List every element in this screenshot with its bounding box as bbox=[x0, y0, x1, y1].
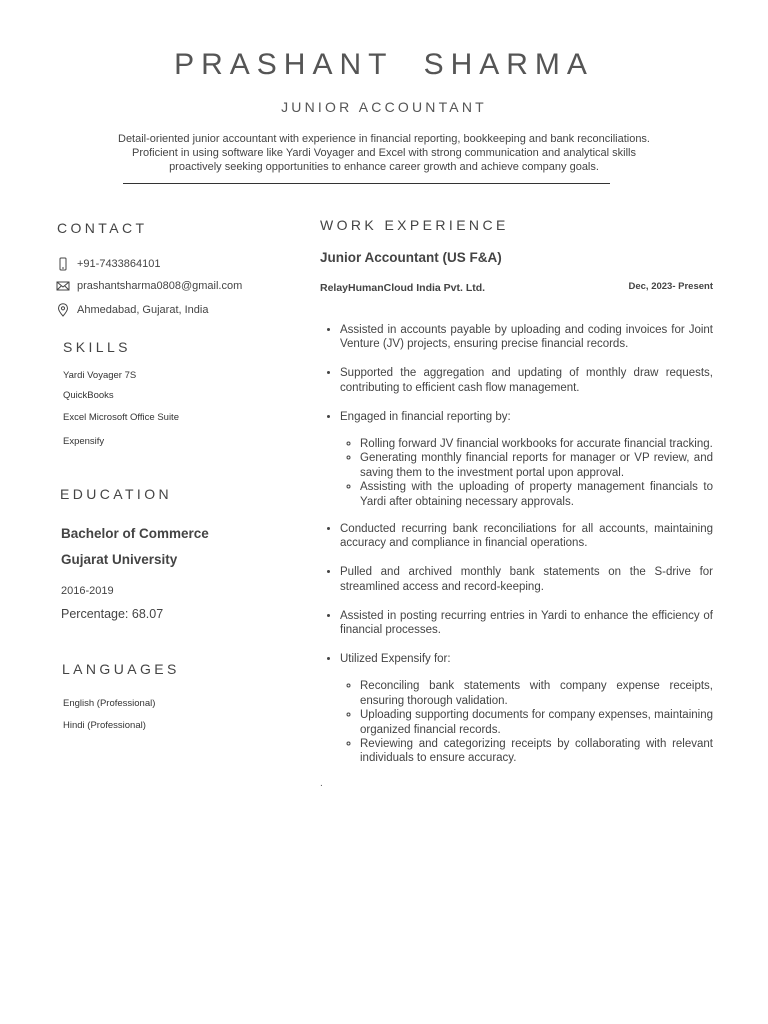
language-item: Hindi (Professional) bbox=[63, 720, 146, 731]
contact-location bbox=[56, 302, 208, 318]
sub-list-item: ◦ Uploading supporting documents for company expenses, maintaining organized financial records. bbox=[360, 708, 713, 737]
location-text: Ahmedabad, Gujarat, India bbox=[77, 304, 209, 316]
reporting-sublist bbox=[340, 437, 713, 509]
list-item: • Assisted in accounts payable by uploading and coding invoices for Joint Venture (JV) projects, ensuring precise financial records. bbox=[340, 323, 713, 352]
languages-heading: LANGUAGES bbox=[62, 661, 180, 677]
skill-item: QuickBooks bbox=[63, 390, 114, 401]
sub-list-item: ◦ Rolling forward JV financial workbooks for accurate financial tracking. bbox=[360, 437, 713, 451]
sub-list-item: ◦ Assisting with the uploading of property management financials to Yardi after obtaining necessary approvals. bbox=[360, 480, 713, 509]
list-item: • Supported the aggregation and updating of monthly draw requests, contributing to efficient cash flow management. bbox=[340, 366, 713, 395]
location-pin-icon bbox=[56, 303, 70, 317]
education-percentage: Percentage: 68.07 bbox=[61, 607, 164, 621]
list-item: • Engaged in financial reporting by: ◦ Rolling forward JV financial workbooks for accurate financial tracking. ◦ Generating monthly financial reports for manager or VP review, and saving them to the investment portal upon approval. ◦ Assisting with the uploading of property management financials to Yardi after obtaining necessary approvals. bbox=[340, 410, 713, 509]
language-item: English (Professional) bbox=[63, 698, 156, 709]
contact-heading: CONTACT bbox=[57, 220, 148, 236]
contact-email bbox=[56, 278, 242, 294]
summary-line: Proficient in using software like Yardi Voyager and Excel with strong communication and analytical skills bbox=[131, 147, 636, 159]
list-item: • Utilized Expensify for: ◦ Reconciling bank statements with company expense receipts, ensuring thorough validation. ◦ Uploading supporting documents for company expenses, maintaining organized financial records. ◦ Reviewing and categorizing receipts by collaborating with relevant individuals to ensure accuracy. bbox=[340, 652, 713, 766]
skill-item: Excel Microsoft Office Suite bbox=[63, 412, 179, 423]
skill-item: Yardi Voyager 7S bbox=[63, 370, 137, 381]
sub-list-item: ◦ Reconciling bank statements with company expense receipts, ensuring thorough validation. bbox=[360, 679, 713, 708]
expensify-sublist bbox=[340, 679, 713, 765]
education-heading: EDUCATION bbox=[60, 486, 173, 502]
skills-heading: SKILLS bbox=[63, 339, 131, 355]
education-years: 2016-2019 bbox=[61, 585, 114, 597]
job-title: Junior Accountant (US F&A) bbox=[320, 250, 502, 265]
list-item: • Pulled and archived monthly bank statements on the S-drive for streamlined access and record-keeping. bbox=[340, 565, 713, 594]
sub-list-item: ◦ Generating monthly financial reports for manager or VP review, and saving them to the investment portal upon approval. bbox=[360, 451, 713, 480]
contact-phone bbox=[56, 256, 161, 272]
summary-line: Detail-oriented junior accountant with experience in financial reporting, bookkeeping and bank reconciliations. bbox=[118, 133, 650, 145]
header-divider bbox=[123, 183, 610, 184]
sub-list-item: ◦ Reviewing and categorizing receipts by collaborating with relevant individuals to ensure accuracy. bbox=[360, 737, 713, 766]
responsibility-list bbox=[320, 323, 713, 779]
job-role-title: JUNIOR ACCOUNTANT bbox=[281, 99, 487, 115]
phone-number: +91-7433864101 bbox=[77, 258, 161, 270]
university-name: Gujarat University bbox=[61, 552, 178, 567]
profile-summary bbox=[70, 132, 698, 174]
summary-line: proactively seeking opportunities to enhance career growth and achieve company goals. bbox=[169, 161, 599, 173]
degree-name: Bachelor of Commerce bbox=[61, 526, 209, 541]
mail-icon bbox=[56, 279, 70, 293]
phone-icon bbox=[56, 257, 70, 271]
email-address: prashantsharma0808@gmail.com bbox=[77, 280, 243, 292]
skill-item: Expensify bbox=[63, 436, 105, 447]
list-item: • Conducted recurring bank reconciliations for all accounts, maintaining accuracy and compliance in financial operations. bbox=[340, 522, 713, 551]
trailing-mark: . bbox=[320, 778, 323, 789]
work-experience-heading: WORK EXPERIENCE bbox=[320, 217, 509, 233]
employment-dates: Dec, 2023- Present bbox=[628, 281, 713, 292]
candidate-name: PRASHANT SHARMA bbox=[174, 48, 594, 81]
company-name: RelayHumanCloud India Pvt. Ltd. bbox=[320, 282, 486, 294]
list-item: • Assisted in posting recurring entries in Yardi to enhance the efficiency of financial processes. bbox=[340, 609, 713, 638]
